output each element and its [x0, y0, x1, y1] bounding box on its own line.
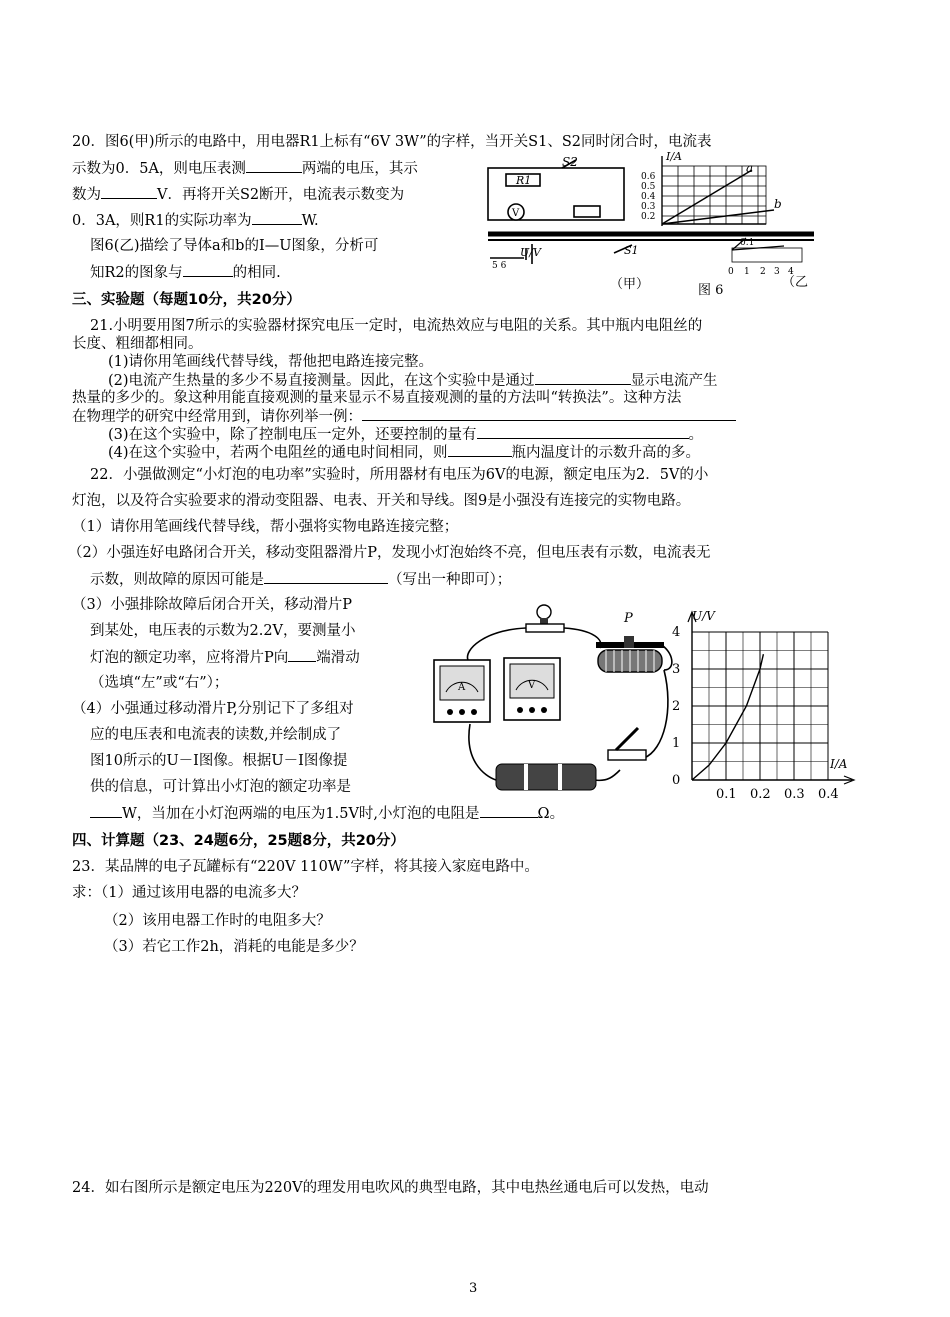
y-tick-label: 3 [672, 662, 681, 677]
tick: 0.6 [641, 172, 656, 182]
s2-label: S2 [562, 155, 578, 169]
tick: 3 [774, 267, 780, 277]
ui-tick-labels [672, 625, 839, 800]
q20-text: W. [301, 213, 319, 229]
b-label: b [774, 197, 782, 211]
q21-line-3: (1)请你用笔画线代替导线，帮他把电路连接完整。 [108, 354, 434, 370]
svg-text:A: A [458, 682, 466, 693]
q22-text: 灯泡的额定功率，应将滑片P向 [90, 650, 289, 666]
q22-line-9: （选填“左”或“右”）； [90, 675, 229, 691]
q21-blank-1[interactable] [535, 370, 631, 385]
q20-blank-1[interactable] [246, 158, 302, 173]
q21-line-2: 长度、粗细都相同。 [72, 336, 203, 352]
q20-text: 的相同. [232, 265, 281, 281]
q22-text: 示数，则故障的原因可能是 [90, 572, 264, 588]
q22-line-8 [90, 647, 360, 668]
rheostat-icon [596, 636, 664, 672]
q21-blank-4[interactable] [448, 442, 512, 457]
q22-line-5 [90, 569, 511, 590]
q22-text: 端滑动 [316, 650, 360, 666]
slider-p-label: P [624, 611, 633, 626]
y-tick-label: 2 [672, 699, 681, 714]
q22-line-6: （3）小强排除故障后闭合开关，移动滑片P [72, 597, 352, 613]
q21-text: 瓶内温度计的示数升高的多。 [511, 445, 701, 461]
q21-text: 。 [688, 427, 704, 443]
figure-10-ui-graph [664, 604, 860, 800]
q20-text: V．再将开关S2断开，电流表示数变为 [157, 187, 405, 203]
ui-curve [692, 654, 763, 780]
tick: 0.2 [641, 212, 656, 222]
ammeter-icon [434, 660, 490, 722]
q21-text: (2)电流产生热量的多少不易直接测量。因此，在这个实验中是通过 [108, 373, 535, 389]
y-axis-label: U/V [692, 609, 715, 623]
q20-blank-3[interactable] [252, 210, 302, 225]
q22-blank-2[interactable] [288, 647, 316, 662]
q20-line-1: 20．图6(甲)所示的电路中，用电器R1上标有“6V 3W”的字样，当开关S1、S2同时闭合时，电流表 [72, 134, 712, 150]
ia-label: I/A [666, 150, 682, 163]
q20-line-4 [72, 210, 319, 231]
yi-label: （乙 [782, 275, 809, 290]
q22-blank-4[interactable] [480, 803, 538, 818]
q22-text: W，当加在小灯泡两端的电压为1.5V时,小灯泡的电阻是 [122, 806, 480, 822]
x-axis-label: I/A [830, 757, 848, 771]
svg-text:V: V [528, 680, 536, 691]
q21-text: 显示电流产生 [630, 373, 718, 389]
x-tick-label: 0.1 [716, 787, 737, 800]
q22-line-2: 灯泡，以及符合实验要求的滑动变阻器、电表、开关和导线。图9是小强没有连接完的实物电路。 [72, 493, 691, 509]
s1-label: S1 [624, 244, 639, 257]
voltmeter-icon [504, 658, 560, 720]
figure-6 [484, 148, 824, 298]
tick: 0.4 [641, 192, 656, 202]
q20-line-6 [90, 262, 281, 283]
q20-line-3 [72, 184, 404, 205]
section-4-title: 四、计算题（23、24题6分，25题8分，共20分） [72, 833, 405, 849]
q22-blank-1[interactable] [264, 569, 388, 584]
y-tick-label: 4 [672, 625, 681, 640]
q21-blank-2[interactable] [362, 406, 736, 421]
jia-label: （甲） [610, 277, 650, 292]
r1-label: R1 [516, 174, 532, 187]
q20-text: 示数为0．5A，则电压表测 [72, 161, 246, 177]
q24-line-1: 24．如右图所示是额定电压为220V的理发用电吹风的典型电路，其中电热丝通电后可以发热，电动 [72, 1180, 709, 1196]
y-tick-labels [641, 172, 754, 248]
uv-label: U/V [520, 246, 541, 259]
q20-text: 知R2的图象与 [90, 265, 183, 281]
q20-text: 0．3A，则R1的实际功率为 [72, 213, 252, 229]
q20-line-2 [72, 158, 418, 179]
battery-icon [496, 764, 596, 790]
q22-line-4: （2）小强连好电路闭合开关，移动变阻器滑片P，发现小灯泡始终不亮，但电压表有示数，电流表无 [68, 545, 711, 561]
q21-text: (4)在这个实验中，若两个电阻丝的通电时间相同，则 [108, 445, 448, 461]
q20-text: 数为 [72, 187, 101, 203]
q23-line-1: 23．某品牌的电子瓦罐标有“220V 110W”字样，将其接入家庭电路中。 [72, 859, 539, 875]
q20-text: 两端的电压，其示 [301, 161, 418, 177]
q21-text: (3)在这个实验中，除了控制电压一定外，还要控制的量有 [108, 427, 477, 443]
line-b [662, 210, 774, 224]
q23-line-3: （2）该用电器工作时的电阻多大？ [104, 913, 331, 929]
tick: 2 [760, 267, 766, 277]
q22-text: （写出一种即可）； [388, 572, 512, 588]
tick: 4 [788, 267, 794, 277]
ui-grid [692, 632, 828, 780]
q20-blank-4[interactable] [183, 262, 233, 277]
q20-line-5: 图6(乙)描绘了导体a和b的I—U图象，分析可 [90, 238, 379, 254]
q22-line-7: 到某处，电压表的示数为2.2V，要测量小 [90, 623, 356, 639]
q22-line-14 [90, 803, 564, 824]
voltmeter-label: V [512, 208, 520, 219]
q20-blank-2[interactable] [101, 184, 157, 199]
q21-text: 在物理学的研究中经常用到，请你列举一例： [72, 409, 362, 425]
switch-icon [608, 728, 646, 760]
q22-blank-3[interactable] [90, 803, 122, 818]
tick: 0.5 [641, 182, 656, 192]
y-tick-label: 0 [672, 773, 681, 788]
tick: 0 [728, 267, 734, 277]
q22-line-13: 供的信息，可计算出小灯泡的额定功率是 [90, 779, 351, 795]
q22-line-10: （4）小强通过移动滑片P,分别记下了多组对 [72, 701, 354, 717]
q21-blank-3[interactable] [477, 424, 689, 439]
uv-ticks: 5 6 [492, 261, 507, 271]
q22-text: Ω。 [537, 806, 565, 822]
q21-line-8 [108, 442, 700, 463]
q21-line-5: 热量的多少的。象这种用能直接观测的量来显示不易直接观测的量的方法叫“转换法”。这种方法 [72, 390, 682, 406]
bulb-icon [526, 605, 564, 632]
q23-line-4: （3）若它工作2h，消耗的电能是多少？ [104, 939, 364, 955]
tick: 0.3 [641, 202, 656, 212]
a-label: a [746, 161, 754, 175]
q22-line-12: 图10所示的U－I图像。根据U－I图像提 [90, 753, 348, 769]
x-tick-label: 0.2 [750, 787, 771, 800]
tick: 0.1 [740, 238, 755, 248]
q22-line-11: 应的电压表和电流表的读数,并绘制成了 [90, 727, 342, 743]
figure-9-circuit [424, 600, 690, 805]
q21-line-1: 21.小明要用图7所示的实验器材探究电压一定时，电流热效应与电阻的关系。其中瓶内电阻丝的 [90, 318, 703, 334]
section-3-title: 三、实验题（每题10分，共20分） [72, 292, 301, 308]
y-tick-label: 1 [672, 736, 681, 751]
x-tick-label: 0.4 [818, 787, 839, 800]
tick: 1 [744, 267, 750, 277]
figure-6-caption: 图 6 [698, 283, 724, 298]
page-number: 3 [469, 1281, 478, 1296]
q22-line-1: 22．小强做测定“小灯泡的电功率”实验时，所用器材有电压为6V的电源，额定电压为2．5V的小 [90, 467, 709, 483]
q23-line-2: 求：（1）通过该用电器的电流多大？ [72, 885, 306, 901]
q22-line-3: （1）请你用笔画线代替导线，帮小强将实物电路连接完整； [72, 519, 459, 535]
x-tick-label: 0.3 [784, 787, 805, 800]
